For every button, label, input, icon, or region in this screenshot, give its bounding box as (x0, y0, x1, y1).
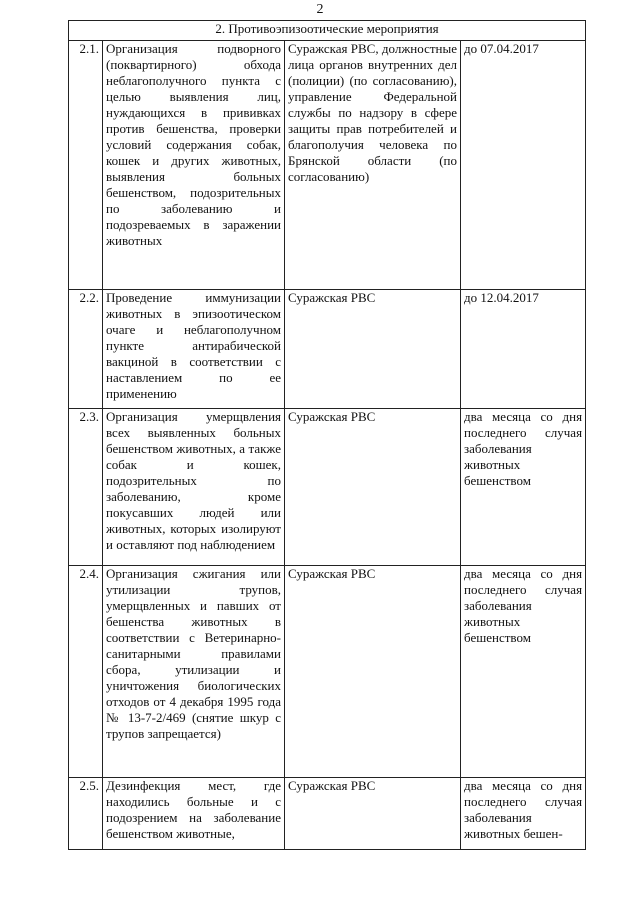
executor-text: Суражская РВС (285, 778, 461, 850)
measure-text: Проведение иммунизации животных в эпизоотическом очаге и неблагополучном пункте антирабической вакциной в соответствии с наставлением по ее применению (103, 290, 285, 409)
executor-text: Суражская РВС (285, 566, 461, 778)
row-number: 2.3. (69, 409, 103, 566)
row-number: 2.1. (69, 41, 103, 290)
section-title: 2. Противоэпизоотические мероприятия (69, 21, 586, 41)
section-header-row (69, 21, 586, 41)
term-text: до 12.04.2017 (461, 290, 586, 409)
term-text: два месяца со дня последнего случая заболевания животных бешен- (461, 778, 586, 850)
row-number: 2.2. (69, 290, 103, 409)
executor-text: Суражская РВС (285, 290, 461, 409)
row-number: 2.5. (69, 778, 103, 850)
term-text: два месяца со дня последнего случая заболевания животных бешенством (461, 409, 586, 566)
executor-text: Суражская РВС, должностные лица органов внутренних дел (полиции) (по согласованию), управление Федеральной службы по надзору в сфере защиты прав потребителей и благополучия человека по Брянской области (по согласованию) (285, 41, 461, 290)
table-row (69, 290, 586, 409)
term-text: два месяца со дня последнего случая заболевания животных бешенством (461, 566, 586, 778)
executor-text: Суражская РВС (285, 409, 461, 566)
table-row (69, 41, 586, 290)
measure-text: Организация подворного (поквартирного) обхода неблагополучного пункта с целью выявления лиц, нуждающихся в прививках против бешенства, проверки условий содержания собак, кошек и других животных, выявления больных бешенством, подозрительных по заболеванию и подозреваемых в заражении животных (103, 41, 285, 290)
measure-text: Организация сжигания или утилизации трупов, умерщвленных и павших от бешенства животных в соответствии с Ветеринарно-санитарными правилами сбора, утилизации и уничтожения биологических отходов от 4 декабря 1995 года № 13-7-2/469 (снятие шкур с трупов запрещается) (103, 566, 285, 778)
row-number: 2.4. (69, 566, 103, 778)
table-row (69, 409, 586, 566)
measure-text: Организация умерщвления всех выявленных больных бешенством животных, а также собак и кошек, подозрительных по заболеванию, кроме покусавших людей или животных, которых изолируют и оставляют под наблюдением (103, 409, 285, 566)
table-row (69, 566, 586, 778)
table-row (69, 778, 586, 850)
measure-text: Дезинфекция мест, где находились больные и с подозрением на заболевание бешенством животные, (103, 778, 285, 850)
measures-table (68, 20, 586, 850)
term-text: до 07.04.2017 (461, 41, 586, 290)
page-number: 2 (316, 2, 324, 17)
